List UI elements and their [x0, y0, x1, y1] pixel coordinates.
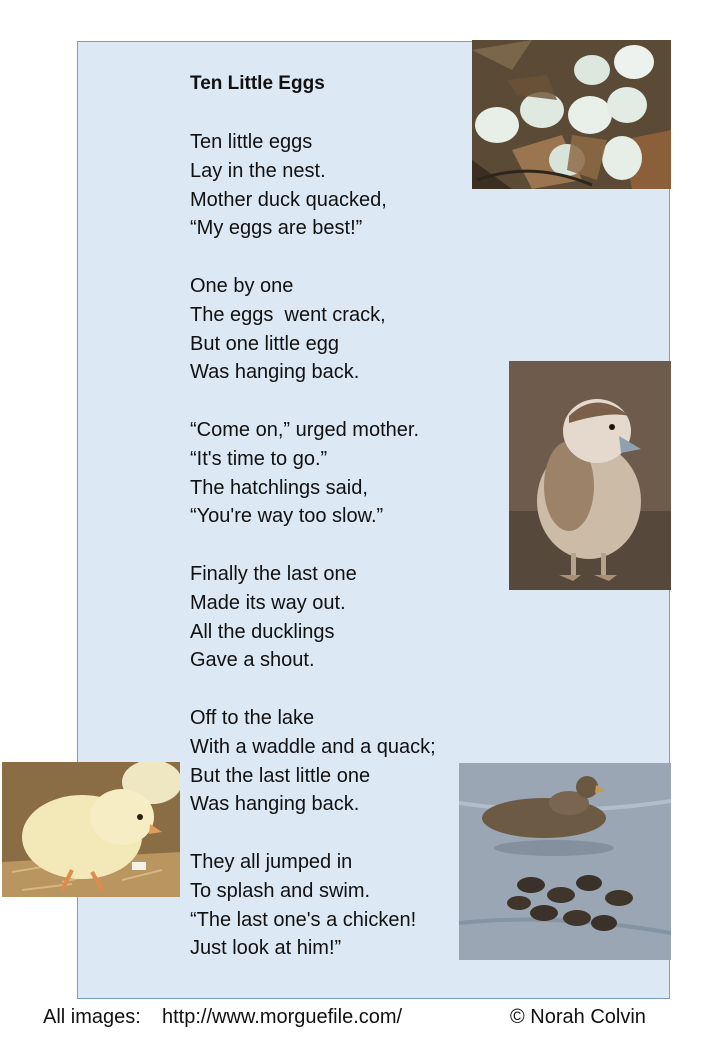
images-credit-link[interactable]: http://www.morguefile.com/: [162, 1006, 403, 1028]
poem-line: Was hanging back.: [190, 361, 360, 384]
poem-line: To splash and swim.: [190, 879, 371, 902]
poem-line: But the last little one: [190, 764, 371, 787]
stanza-2: [190, 272, 386, 387]
stanza-5: [190, 704, 436, 819]
duckling-photo: [509, 361, 671, 590]
stanza-4: [190, 560, 357, 675]
eggs-nest-photo: [472, 40, 671, 189]
poem-line: Just look at him!”: [190, 937, 342, 960]
poem-line: “The last one's a chicken!: [190, 908, 417, 931]
poem-title: Ten Little Eggs: [190, 73, 325, 94]
poem-line: “My eggs are best!”: [190, 217, 363, 240]
poem-line: “You're way too slow.”: [190, 505, 384, 528]
stanza-1: [190, 128, 387, 243]
poem-line: “It's time to go.”: [190, 447, 328, 470]
poem-line: Mother duck quacked,: [190, 188, 387, 211]
poem-line: Lay in the nest.: [190, 159, 326, 182]
poem-line: With a waddle and a quack;: [190, 735, 436, 758]
poem-line: Off to the lake: [190, 707, 315, 729]
poem-line: But one little egg: [190, 332, 339, 355]
poem-line: The hatchlings said,: [190, 476, 368, 499]
poem-line: The eggs went crack,: [190, 303, 386, 326]
stanza-3: [190, 416, 419, 531]
images-credit-label: All images:: [43, 1006, 141, 1028]
poem-line: Made its way out.: [190, 591, 346, 614]
poem-line: Gave a shout.: [190, 649, 315, 672]
poem-line: One by one: [190, 275, 294, 297]
copyright-notice: © Norah Colvin: [510, 1006, 646, 1028]
poem-line: All the ducklings: [190, 620, 335, 643]
chick-photo: [2, 762, 180, 897]
stanza-6: [190, 848, 416, 963]
poem-line: Finally the last one: [190, 563, 357, 585]
poem-line: Was hanging back.: [190, 793, 360, 816]
poem-line: They all jumped in: [190, 851, 353, 873]
ducks-on-lake-photo: [459, 763, 671, 960]
poem-line: Ten little eggs: [190, 131, 313, 153]
poem-line: “Come on,” urged mother.: [190, 419, 419, 441]
